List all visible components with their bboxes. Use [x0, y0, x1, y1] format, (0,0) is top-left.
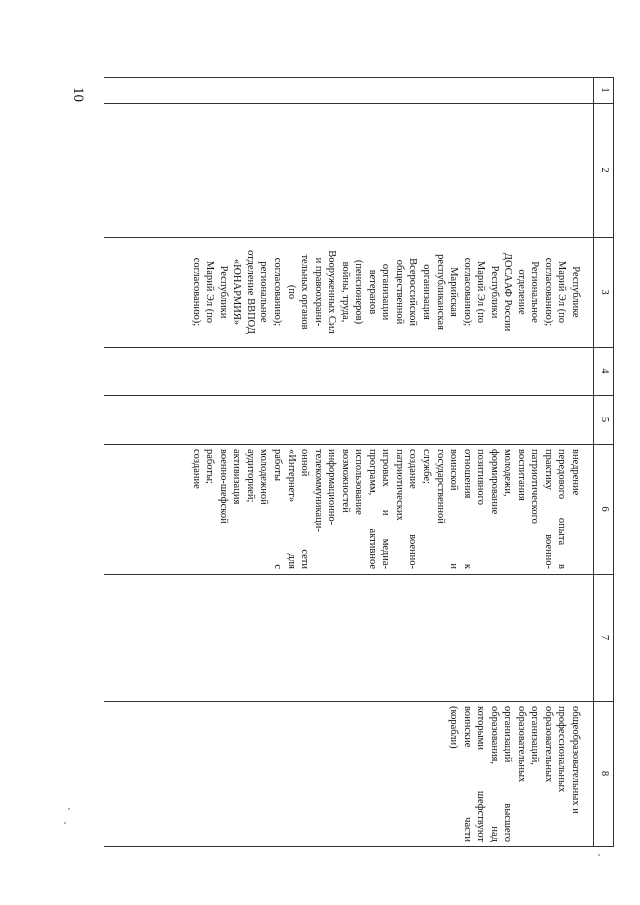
column-number: 7	[599, 634, 610, 641]
activity-text-line: внедрение	[570, 449, 581, 496]
activity-text-line: практику военно-	[542, 449, 554, 569]
activity-text-line: «Интернет» для	[285, 449, 297, 569]
participant-text-line: ДОСААФ России	[502, 252, 514, 332]
table-border-line	[104, 77, 614, 78]
table-border-line	[104, 347, 614, 348]
participant-text-line: Вооруженных Сил	[326, 250, 338, 334]
activity-text-line: работы с	[271, 449, 283, 569]
result-text-line: образования, над	[488, 706, 500, 842]
activity-text-line: использование	[353, 449, 365, 515]
result-text-line: (корабли)	[448, 706, 460, 749]
participant-text-line: общественной	[393, 259, 405, 325]
participant-text-line: отделение ВВПОД	[244, 250, 256, 334]
activity-text-line: передового опыта в	[556, 449, 568, 569]
activity-text-line: патриотических	[393, 449, 405, 521]
participant-text-line: отделение	[515, 269, 527, 315]
activity-text-line: военно-шефской	[217, 449, 229, 524]
activity-text-line: игровых и медиа-	[380, 449, 392, 569]
column-number: 1	[599, 87, 610, 93]
participant-text-line: тельных органов	[299, 254, 311, 330]
participant-text-line: Марийская	[448, 267, 460, 317]
rotated-table-area	[104, 77, 614, 847]
result-text-line: профессиональных	[556, 706, 568, 793]
participant-text-line: согласованию);	[190, 257, 202, 327]
activity-text-line: отношения к	[461, 449, 473, 569]
activity-text-line: создание	[190, 449, 202, 489]
participant-text-line: ветеранов	[366, 269, 378, 315]
table-border-line	[104, 237, 614, 238]
result-text-line: образовательных	[515, 706, 527, 783]
results-cell	[447, 706, 582, 842]
table-border-line	[104, 103, 614, 104]
column-number: 6	[599, 506, 610, 512]
result-text-line: общеобразовательных и	[570, 706, 581, 814]
activity-text-line: работы;	[204, 449, 216, 484]
activities-cell	[189, 449, 582, 569]
participant-text-line: Марий Эл (по	[556, 260, 568, 324]
result-text-line: организаций,	[529, 706, 541, 765]
result-text-line: которыми шефствуют	[475, 706, 487, 842]
column-number: 8	[599, 770, 610, 777]
result-text-line: образовательных	[542, 706, 554, 783]
participant-text-line: Марий Эл (по	[475, 260, 487, 324]
activity-text-line: государственной	[434, 449, 446, 524]
activity-text-line: информационно-	[326, 449, 338, 526]
participant-text-line: Всероссийской	[407, 258, 419, 326]
activity-text-line: молодежи,	[502, 449, 514, 497]
activity-text-line: воинской и	[448, 449, 460, 569]
participants-cell	[189, 240, 582, 344]
scan-speck	[598, 854, 600, 856]
table-border-line	[104, 846, 614, 847]
activity-text-line: службе;	[420, 449, 432, 484]
activity-text-line: телекоммуникаци-	[312, 449, 324, 532]
participant-text-line: (по	[285, 284, 297, 300]
scan-speck	[68, 808, 70, 810]
participant-text-line: (пенсионеров)	[353, 259, 365, 325]
column-number: 4	[599, 368, 610, 374]
participant-text-line: Республики	[488, 265, 500, 319]
activity-text-line: молодежной	[258, 449, 270, 505]
table-border-line	[104, 395, 614, 396]
table-border-line	[104, 444, 614, 445]
participant-text-line: и правоохрани-	[312, 257, 324, 327]
participant-text-line: организация	[420, 264, 432, 320]
participant-text-line: согласованию);	[461, 257, 473, 327]
activity-text-line: активизация	[231, 449, 243, 505]
participant-text-line: республиканская	[434, 254, 446, 330]
scan-speck	[64, 822, 66, 824]
activity-text-line: онной сети	[299, 449, 311, 569]
column-number: 5	[599, 416, 610, 423]
participant-text-line: Республики	[217, 265, 229, 319]
column-number: 3	[599, 289, 610, 295]
page-number: 10	[70, 87, 86, 102]
result-text-line: воинские части	[461, 706, 473, 842]
activity-text-line: воспитания	[515, 449, 527, 501]
activity-text-line: патриотического	[529, 449, 541, 524]
activity-text-line: аудиторией;	[244, 449, 256, 503]
participant-text-line: региональное	[258, 261, 270, 323]
participant-text-line: Республике	[570, 266, 581, 318]
table-border-line	[104, 701, 614, 702]
activity-text-line: создание военно-	[407, 449, 419, 569]
participant-text-line: Региональное	[529, 261, 541, 323]
participant-text-line: «ЮНАРМИЯ»	[231, 258, 243, 326]
participant-text-line: организации	[380, 263, 392, 321]
participant-text-line: Марий Эл (по	[204, 260, 216, 324]
result-text-line: организаций высшего	[502, 706, 514, 842]
table	[104, 77, 614, 847]
column-number: 2	[599, 167, 610, 173]
table-border-line	[104, 574, 614, 575]
activity-text-line: позитивного	[475, 449, 487, 505]
participant-text-line: согласованию);	[271, 257, 283, 327]
participant-text-line: войны, труда,	[339, 261, 351, 323]
participant-text-line: согласованию);	[542, 257, 554, 327]
activity-text-line: формирование	[488, 449, 500, 515]
activity-text-line: возможностей	[339, 449, 351, 513]
activity-text-line: программ, активное	[366, 449, 378, 569]
